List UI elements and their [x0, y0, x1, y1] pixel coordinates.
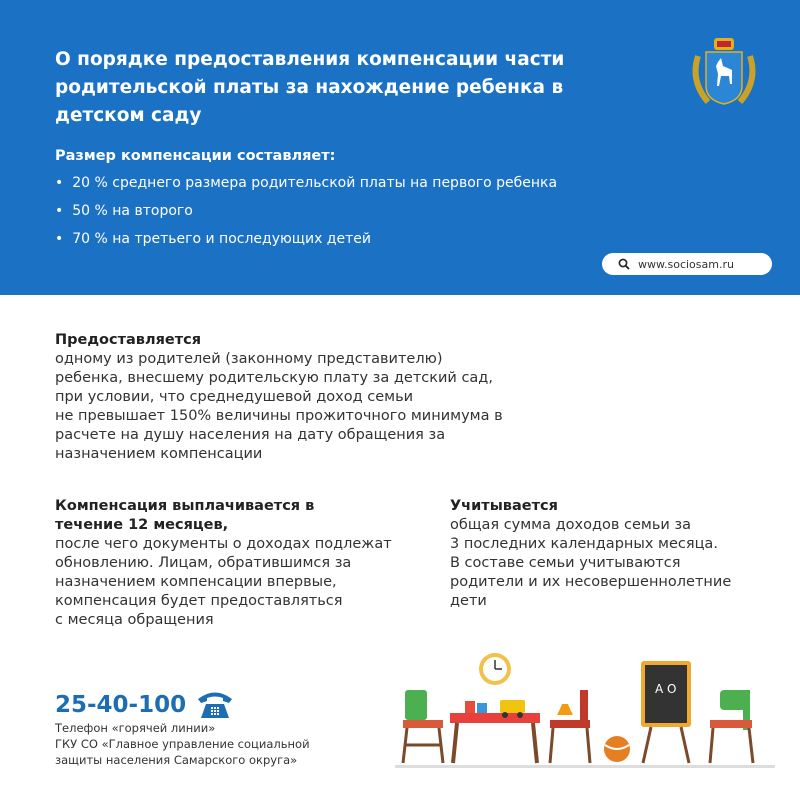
text-line: одному из родителей (законному представителю): [55, 351, 443, 367]
text-line: при условии, что среднедушевой доход семьи: [55, 389, 414, 405]
text-line: после чего документы о доходах подлежат: [55, 536, 392, 552]
text-line: общая сумма доходов семьи за: [450, 517, 692, 533]
kindergarten-illustration: [395, 645, 795, 775]
page-title: О порядке предоставления компенсации части родительской платы за нахождение ребенка в детском саду: [55, 49, 565, 126]
paid-block: [55, 497, 392, 630]
hotline-phone[interactable]: [55, 690, 234, 720]
counted-block: [450, 497, 731, 611]
chair-right-icon: [710, 690, 753, 763]
search-icon: [618, 258, 630, 270]
text-line: с месяца обращения: [55, 612, 214, 628]
text-line: обновлению. Лицам, обратившимся за: [55, 555, 352, 571]
hotline-info: [55, 720, 310, 768]
text-line: Телефон «горячей линии»: [55, 721, 216, 735]
text-line: компенсация будет предоставляться: [55, 593, 343, 609]
compensation-subtitle: Размер компенсации составляет:: [55, 148, 336, 164]
chair-left-icon: [403, 690, 443, 763]
paid-heading-2: течение 12 месяцев,: [55, 517, 229, 533]
text-line: не превышает 150% величины прожиточного минимума в: [55, 408, 503, 424]
text-line: ГКУ СО «Главное управление социальной: [55, 737, 310, 751]
text-line: расчете на душу населения на дату обращения за: [55, 427, 446, 443]
paid-heading-1: Компенсация выплачивается в: [55, 498, 315, 514]
bullet-first-child: • 20 % среднего размера родительской платы на первого ребенка: [55, 175, 557, 191]
text-line: дети: [450, 593, 487, 609]
telephone-icon: [196, 690, 234, 720]
website-link[interactable]: [602, 253, 772, 275]
text-line: родители и их несовершеннолетние: [450, 574, 732, 590]
text-line: В составе семьи учитываются: [450, 555, 681, 571]
phone-number: 25-40-100: [55, 692, 187, 718]
chalkboard-icon: [641, 661, 691, 763]
header-banner: [0, 0, 800, 295]
board-letters: А О: [655, 682, 677, 696]
counted-heading: Учитывается: [450, 498, 558, 514]
text-line: 3 последних календарных месяца.: [450, 536, 718, 552]
chair-middle-icon: [550, 690, 590, 763]
text-line: назначением компенсации впервые,: [55, 574, 337, 590]
ball-icon: [604, 736, 630, 762]
bullet-second-child: • 50 % на второго: [55, 203, 193, 219]
coat-of-arms-logo: [688, 36, 760, 110]
table-icon: [450, 700, 540, 763]
provided-block: [55, 331, 503, 464]
text-line: назначением компенсации: [55, 446, 263, 462]
bullet-third-child: • 70 % на третьего и последующих детей: [55, 231, 371, 247]
website-url: www.sociosam.ru: [638, 257, 734, 271]
wall-clock-icon: [479, 653, 511, 685]
provided-heading: Предоставляется: [55, 332, 202, 348]
text-line: защиты населения Самарского округа»: [55, 753, 298, 767]
text-line: ребенка, внесшему родительскую плату за детский сад,: [55, 370, 493, 386]
